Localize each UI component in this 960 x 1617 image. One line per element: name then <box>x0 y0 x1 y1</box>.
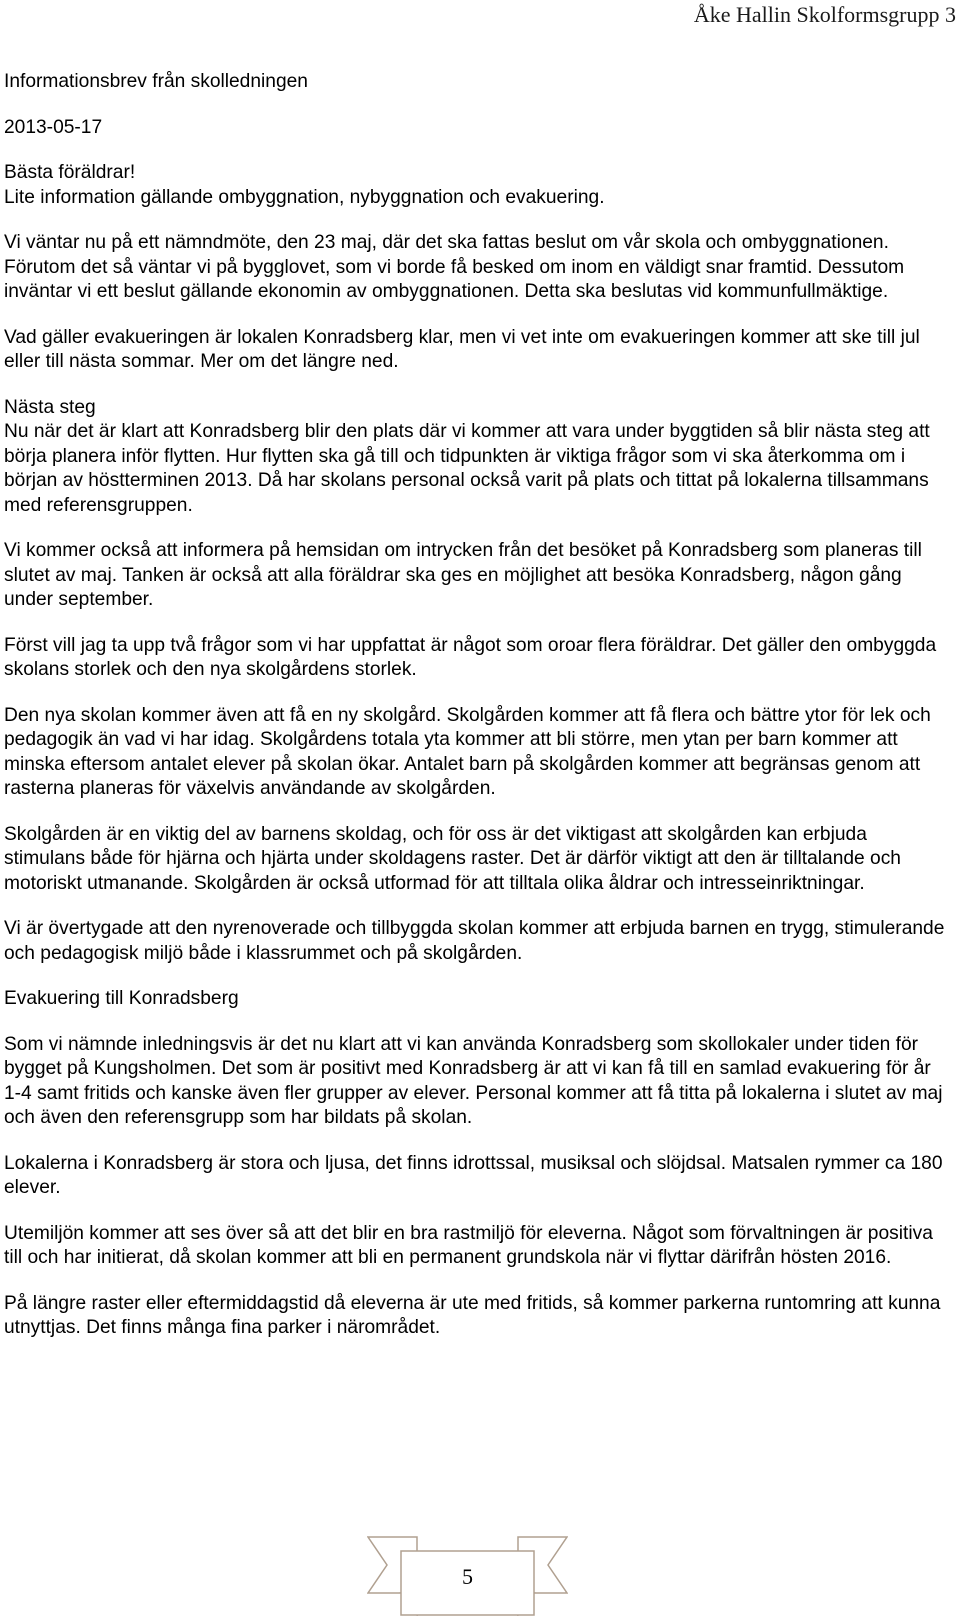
greeting-paragraph: Bästa föräldrar! Lite information gällande ombyggnation, nybyggnation och evakuering. <box>4 162 605 208</box>
paragraph: Vi kommer också att informera på hemsidan om intrycken från det besöket på Konradsberg som planeras till slutet av maj. Tanken är också att alla föräldrar ska ges en möjlighet att besöka Konradsberg, någon gång under september. <box>4 540 922 610</box>
next-step-section: Nästa steg Nu när det är klart att Konradsberg blir den plats där vi kommer att vara under byggtiden så blir nästa steg att börja planera inför flytten. Hur flytten ska gå till och tidpunkten är viktiga frågor som vi ska återkomma om i början av höstterminen 2013. Då har skolans personal också varit på plats och tittat på lokalerna tillsammans med referensgruppen. <box>4 396 930 516</box>
page-number: 5 <box>462 1563 473 1589</box>
paragraph: Vi är övertygade att den nyrenoverade och tillbyggda skolan kommer att erbjuda barnen en trygg, stimulerande och pedagogisk miljö både i klassrummet och på skolgården. <box>4 918 945 964</box>
letter-title: Informationsbrev från skolledningen <box>4 71 308 92</box>
letter-date: 2013-05-17 <box>4 116 103 138</box>
paragraph: På längre raster eller eftermiddagstid då eleverna är ute med fritids, så kommer parkerna runtomring att kunna utnyttjas. Det finns många fina parker i närområdet. <box>4 1292 941 1338</box>
paragraph: Som vi nämnde inledningsvis är det nu klart att vi kan använda Konradsberg som skollokaler under tiden för bygget på Kungsholmen. Det som är positivt med Konradsberg är att vi kan få till en samlad evakuering för år 1-4 samt fritids och kanske även fler grupper av elever. Personal kommer att få titta på lokalerna i slutet av maj och även den referensgrupp som har bildats på skolan. <box>4 1033 943 1128</box>
paragraph: Vi väntar nu på ett nämndmöte, den 23 maj, där det ska fattas beslut om vår skola och ombyggnationen. Förutom det så väntar vi på bygglovet, som vi borde få besked om inom en väldigt snar framtid. Dessutom inväntar vi ett beslut gällande ekonomin av ombyggnationen. Detta ska beslutas vid kommunfullmäktige. <box>4 232 905 302</box>
paragraph: Först vill jag ta upp två frågor som vi har uppfattat är något som oroar flera föräldrar. Det gäller den ombyggda skolans storlek och den nya skolgårdens storlek. <box>4 634 937 680</box>
paragraph: Vad gäller evakueringen är lokalen Konradsberg klar, men vi vet inte om evakueringen kommer att ske till jul eller till nästa sommar. Mer om det längre ned. <box>4 326 920 372</box>
paragraph: Den nya skolan kommer även att få en ny skolgård. Skolgården kommer att få flera och bättre ytor för lek och pedagogik än vad vi har idag. Skolgårdens totala yta kommer att bli större, men ytan per barn kommer att minska eftersom antalet elever på skolan ökar. Antalet barn på skolgården kommer att begränsas genom att rasterna planeras för växelvis användande av skolgården. <box>4 704 931 799</box>
section-heading-evacuation: Evakuering till Konradsberg <box>4 988 239 1009</box>
page-number-ribbon <box>367 1531 568 1616</box>
document-header: Åke Hallin Skolformsgrupp 3 <box>693 2 956 27</box>
paragraph: Lokalerna i Konradsberg är stora och ljusa, det finns idrottssal, musiksal och slöjdsal. Matsalen rymmer ca 180 elever. <box>4 1152 943 1198</box>
paragraph: Utemiljön kommer att ses över så att det blir en bra rastmiljö för eleverna. Något som förvaltningen är positiva till och har initierat, då skolan kommer att bli en permanent grundskola när vi flyttar därifrån hösten 2016. <box>4 1222 933 1268</box>
document-body <box>4 70 952 1362</box>
paragraph: Skolgården är en viktig del av barnens skoldag, och för oss är det viktigast att skolgården kan erbjuda stimulans både för hjärna och hjärta under skoldagens raster. Det är därför viktigt att den är tilltalande och motoriskt utmanande. Skolgården är också utformad för att tilltala olika åldrar och intresseinriktningar. <box>4 823 901 894</box>
